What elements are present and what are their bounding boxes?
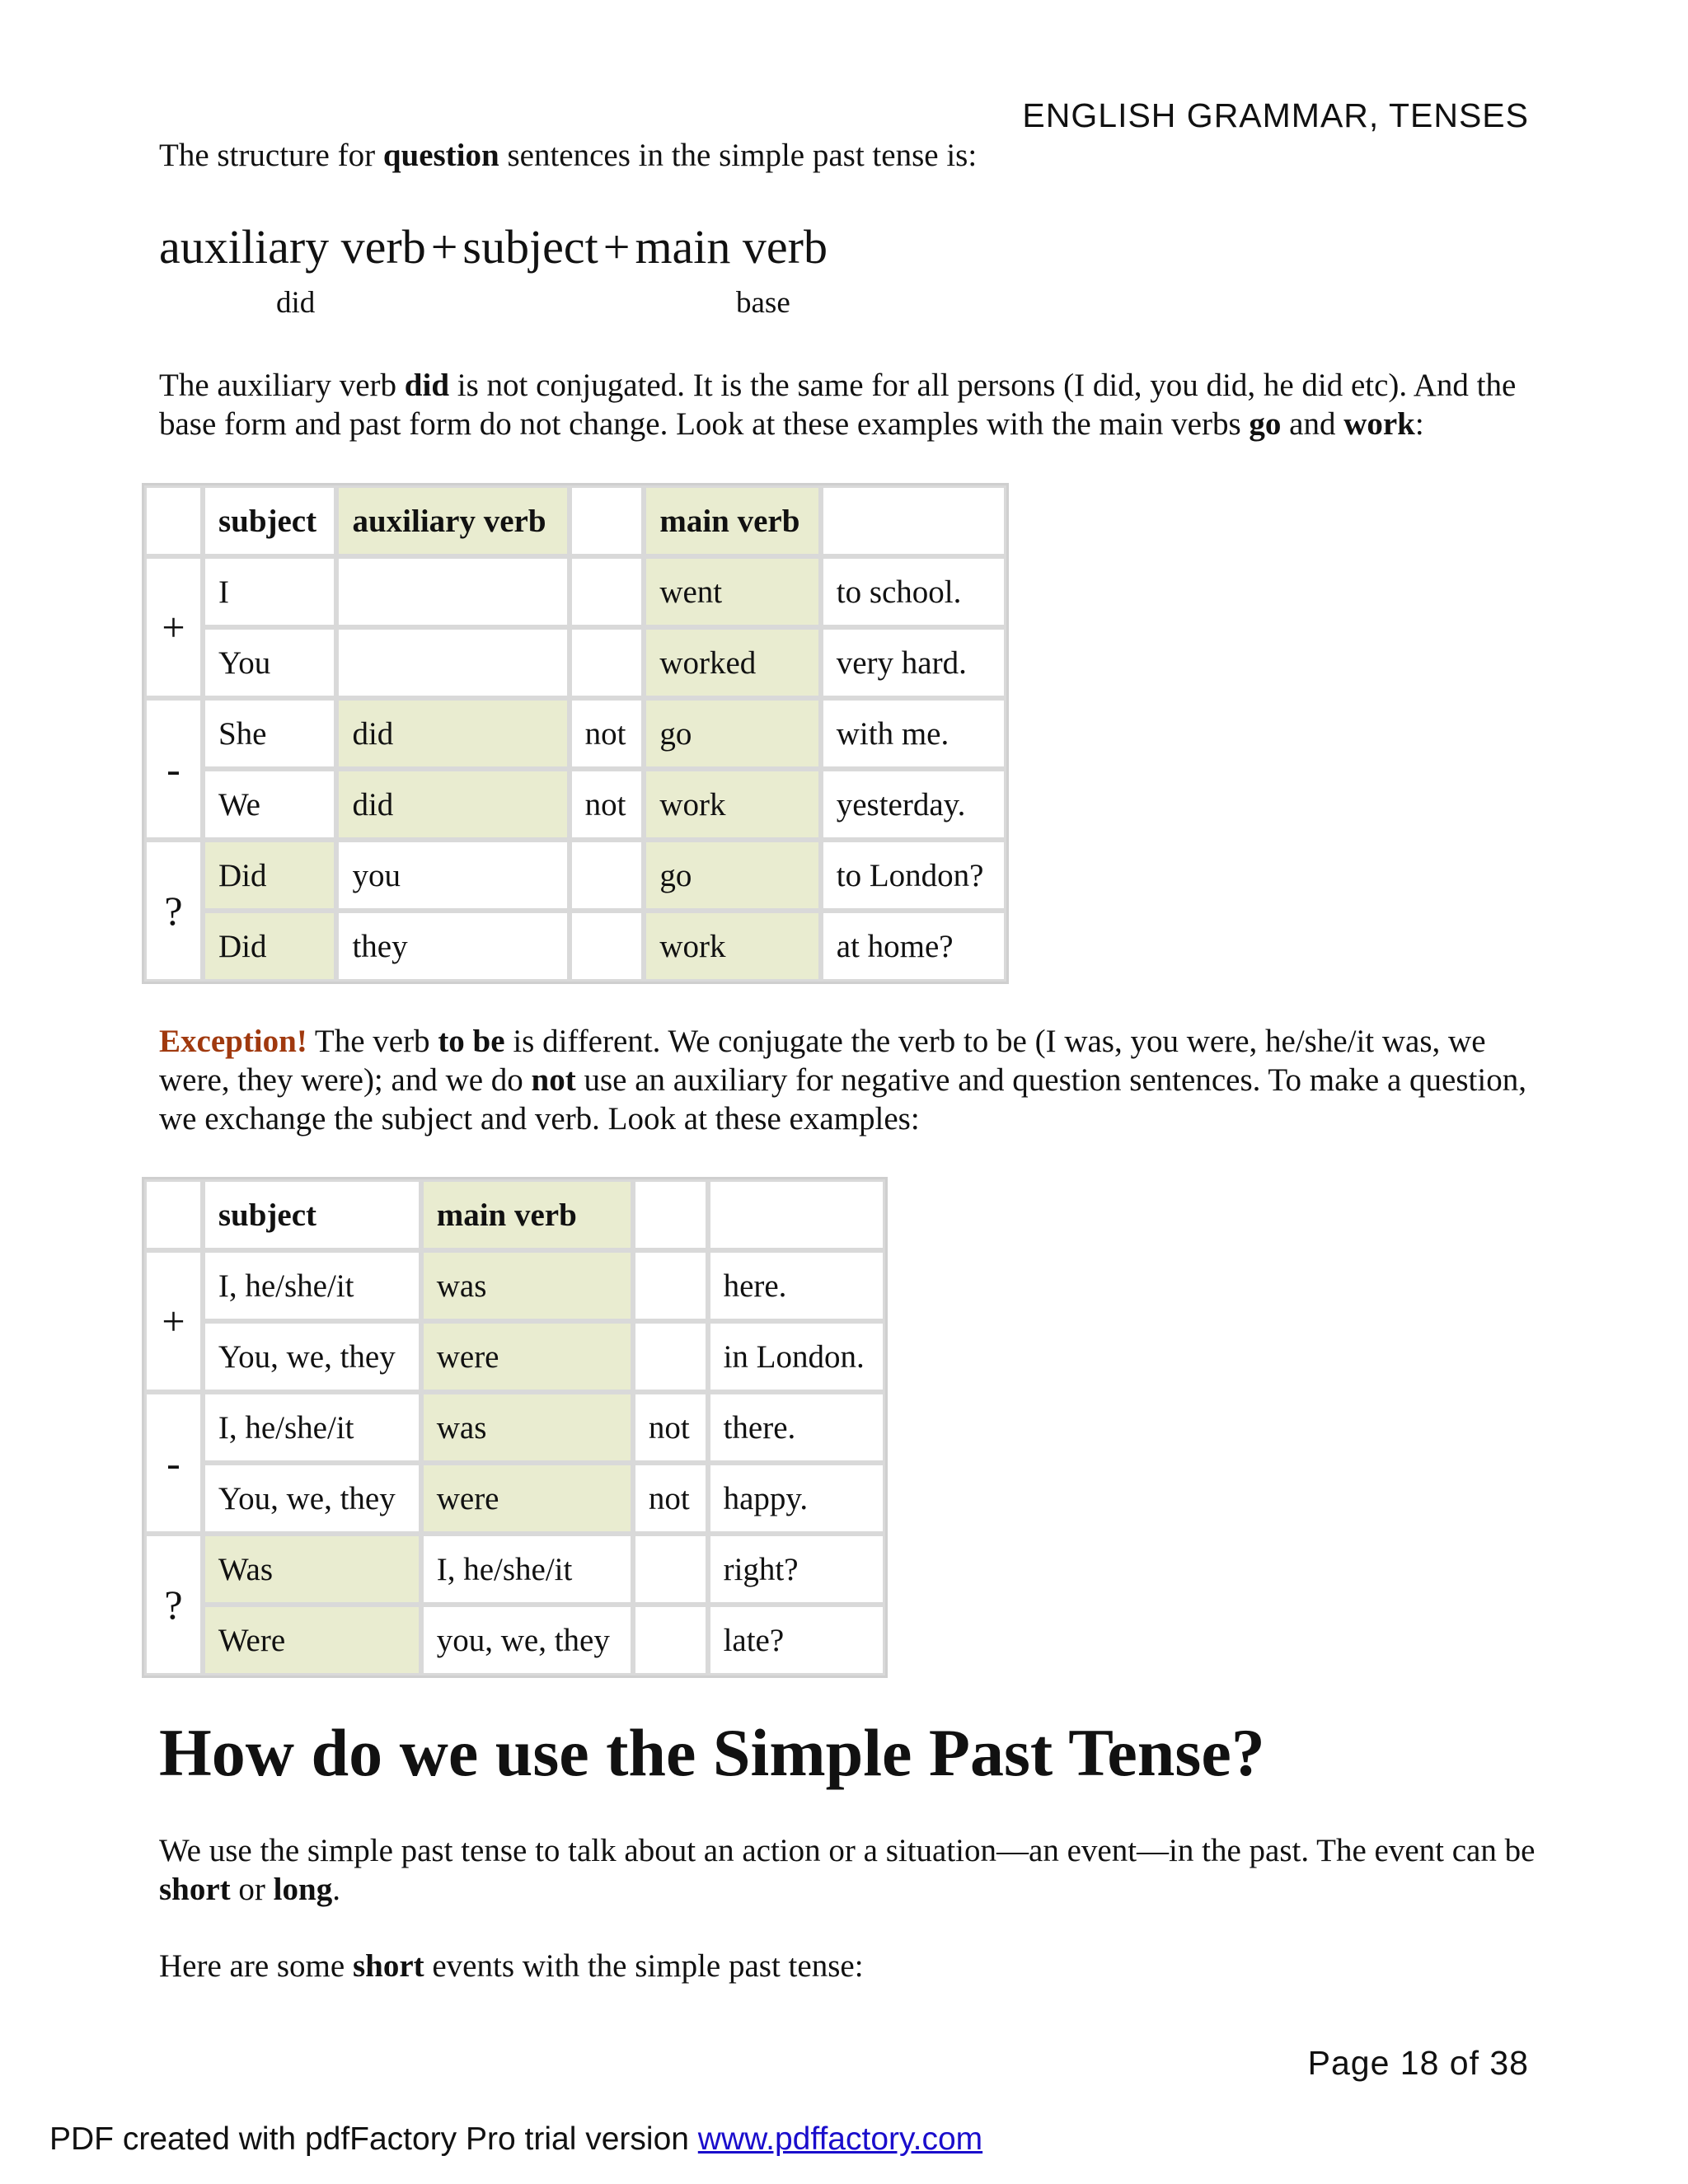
table-header-cell: subject [203,1179,421,1250]
para-text: We use the simple past tense to talk about an action or a situation—an event—in the past. The event can be [159,1833,1536,1868]
para-text: or [230,1872,274,1907]
table-cell: not [633,1463,708,1534]
table-cell: go [644,698,820,769]
to-be-table [142,1177,888,1678]
table-cell: not [570,769,645,840]
formula-subject: subject [462,220,598,274]
table-cell: not [570,698,645,769]
table-cell: happy. [708,1463,885,1534]
table-header-cell [570,485,645,556]
table-cell: We [203,769,337,840]
table-row [144,556,1006,627]
table-row [144,698,1006,769]
table-cell: went [644,556,820,627]
table-cell: there. [708,1392,885,1463]
table-row [144,1463,885,1534]
table-cell [336,627,569,698]
table-cell: was [421,1392,633,1463]
intro-bold: question [382,138,499,173]
page-number: Page 18 of 38 [1307,2044,1529,2082]
table-cell: not [633,1392,708,1463]
table-cell: did [336,698,569,769]
table-header-cell: subject [203,485,337,556]
question-symbol: ? [144,840,203,982]
negative-symbol: - [144,1392,203,1534]
para-text: events with the simple past tense: [424,1948,864,1984]
table-cell: go [644,840,820,911]
table-cell: You, we, they [203,1463,421,1534]
exception-paragraph [159,1022,1544,1138]
table-row [144,1250,885,1321]
auxiliary-paragraph [159,366,1544,443]
table-cell [633,1534,708,1605]
formula-plus: + [430,220,458,274]
usage-paragraph [159,1831,1544,1909]
footer-text: PDF created with pdfFactory Pro trial version [49,2121,698,2157]
table-cell: Was [203,1534,421,1605]
intro-paragraph [159,136,1544,175]
table-header-cell [144,1179,203,1250]
para-bold: to be [438,1024,505,1059]
table-cell: I [203,556,337,627]
intro-text-end: sentences in the simple past tense is: [499,138,978,173]
intro-text: The structure for [159,138,383,173]
table-row [144,769,1006,840]
formula-auxiliary-verb: auxiliary verb [159,220,426,274]
table-row [144,627,1006,698]
question-symbol: ? [144,1534,203,1675]
table-cell [570,556,645,627]
table-cell [570,911,645,982]
table-cell: you, we, they [421,1605,633,1675]
negative-symbol: - [144,698,203,840]
table-cell: to London? [821,840,1006,911]
positive-symbol: + [144,1250,203,1392]
table-cell [336,556,569,627]
table-cell: at home? [821,911,1006,982]
table-cell: Did [203,840,337,911]
section-heading: How do we use the Simple Past Tense? [159,1715,1265,1790]
table-cell: You, we, they [203,1321,421,1392]
table-header-row [144,1179,885,1250]
para-text: is different. We conjugate the verb to be (I was, you were, he/she/it was, we were, they were); and we do [159,1024,1486,1098]
table-cell: Did [203,911,337,982]
para-bold: go [1249,406,1282,442]
table-cell [570,627,645,698]
para-text: Here are some [159,1948,353,1984]
pdf-footer [49,2121,982,2158]
running-header: ENGLISH GRAMMAR, TENSES [1022,96,1529,134]
para-text: The auxiliary verb [159,368,405,403]
table-row [144,1534,885,1605]
table-cell: late? [708,1605,885,1675]
table-cell: to school. [821,556,1006,627]
para-bold: short [352,1948,424,1984]
para-text: : [1414,406,1424,442]
table-row [144,911,1006,982]
table-cell [570,840,645,911]
table-cell: you [336,840,569,911]
table-cell: work [644,911,820,982]
table-cell: with me. [821,698,1006,769]
table-row [144,840,1006,911]
table-cell [633,1250,708,1321]
pdffactory-link[interactable]: www.pdffactory.com [697,2121,983,2157]
para-bold: work [1343,406,1415,442]
para-bold: did [404,368,450,403]
para-text: use an auxiliary for negative and question sentences. To make a question, we exchange the subject and verb. Look at these examples: [159,1062,1526,1137]
table-cell: work [644,769,820,840]
table-cell: were [421,1321,633,1392]
table-row [144,1392,885,1463]
table-cell [633,1605,708,1675]
table-header-cell: auxiliary verb [336,485,569,556]
table-header-row [144,485,1006,556]
formula-main-verb: main verb [635,220,828,274]
exception-label: Exception! [159,1024,307,1059]
table-row [144,1605,885,1675]
table-cell: was [421,1250,633,1321]
para-text: and [1281,406,1344,442]
table-header-cell: main verb [421,1179,633,1250]
table-header-cell: main verb [644,485,820,556]
table-cell: did [336,769,569,840]
table-header-cell [821,485,1006,556]
para-text: The verb [307,1024,438,1059]
para-text: . [332,1872,340,1907]
table-cell: She [203,698,337,769]
table-cell: in London. [708,1321,885,1392]
table-cell: were [421,1463,633,1534]
table-header-cell [144,485,203,556]
para-bold: short [159,1872,231,1907]
simple-past-table [142,483,1009,984]
table-cell: I, he/she/it [203,1250,421,1321]
table-cell: I, he/she/it [421,1534,633,1605]
short-events-paragraph [159,1947,1544,1985]
structure-formula [159,219,828,274]
table-cell: You [203,627,337,698]
formula-plus: + [603,220,631,274]
table-cell: they [336,911,569,982]
table-cell: very hard. [821,627,1006,698]
table-cell: right? [708,1534,885,1605]
para-bold: long [273,1872,333,1907]
table-cell: Were [203,1605,421,1675]
table-row [144,1321,885,1392]
para-text: is not conjugated. It is the same for all persons (I did, you did, he did etc). And the base form and past form do not change. Look at these examples with the main verbs [159,368,1517,442]
formula-label-did: did [276,286,316,320]
positive-symbol: + [144,556,203,698]
table-cell: worked [644,627,820,698]
formula-label-base: base [736,286,790,320]
table-cell: yesterday. [821,769,1006,840]
table-cell: here. [708,1250,885,1321]
table-cell [633,1321,708,1392]
table-cell: I, he/she/it [203,1392,421,1463]
table-header-cell [633,1179,708,1250]
para-bold: not [531,1062,576,1098]
table-header-cell [708,1179,885,1250]
